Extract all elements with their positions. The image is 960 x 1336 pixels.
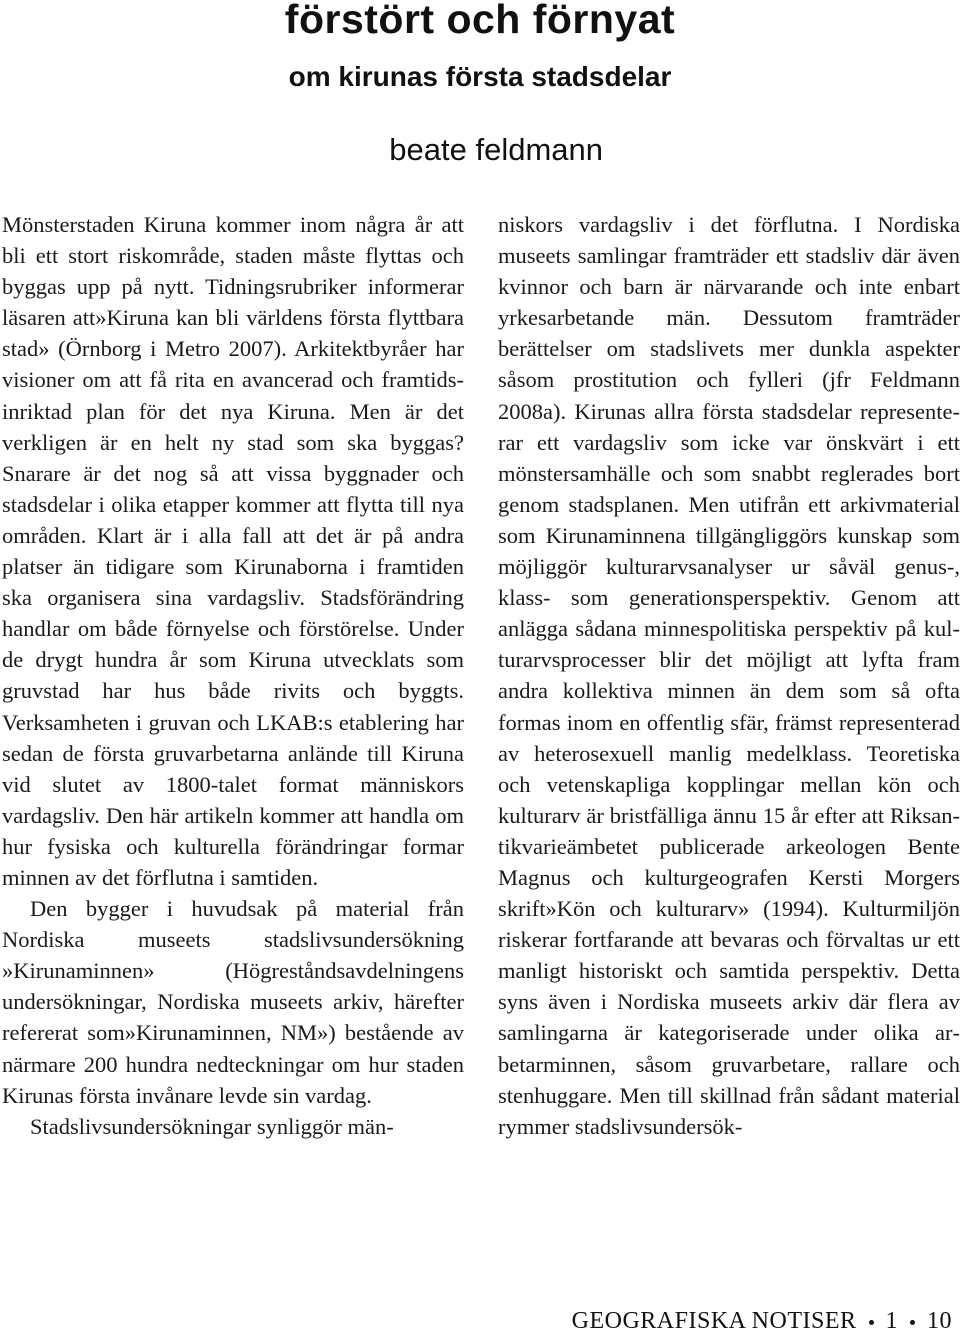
page-number: 10 (927, 1308, 952, 1334)
separator-dot (910, 1320, 915, 1325)
article-title: förstört och förnyat (284, 0, 676, 42)
left-paragraph-2: Den bygger i huvudsak på material från Nordiska museets stadslivsundersökning »Kirunaminnen» (Högreståndsavdelningens undersökningar, Nordiska museets arkiv, härefter refererat som»Kirunaminnen, NM») bestående av närmare 200 hundra nedteckningar om hur staden Kirunas första invånare levde sin vardag. (2, 896, 464, 1108)
left-paragraph-3: Stadslivsundersökningar synliggör män- (30, 1113, 394, 1139)
issue-number: 1 (885, 1308, 898, 1334)
article-subtitle: om kirunas första stadsdelar (288, 61, 672, 92)
right-column (498, 209, 960, 1142)
left-column (2, 209, 464, 1142)
left-paragraph-1: Mönsterstaden Kiruna kommer inom några år att bli ett stort riskområde, staden måste flyttas och byggas upp på nytt. Tidningsrubriker informerar läsaren att»Kiruna kan bli världens första flyttbara stad» (Örnborg i Metro 2007). Arkitektbyråer har visioner om att få rita en avancerad och framtidsinriktad plan för det nya Kiruna. Men är det verkligen är en helt ny stad som ska byggas? Snarare är det nog så att vissa byggnader och stadsdelar i olika etapper kommer att flytta till nya områden. Klart är i alla fall att det är på andra platser än tidigare som Kirunaborna i framtiden ska organisera sina vardagsliv. Stadsförändring handlar om både förnyelse och förstörelse. Under de drygt hundra år som Kiruna utvecklats som gruvstad har hus både rivits och byggts. Verksamheten i gruvan och LKAB:s etablering har sedan de första gruvarbetarna anlände till Kiruna vid slutet av 1800-talet format människors vardagsliv. Den här artikeln kommer att handla om hur fysiska och kulturella förändringar formar minnen av det förflutna i samtiden. (2, 212, 464, 890)
journal-name: GEOGRAFISKA NOTISER (571, 1308, 857, 1334)
page-footer (572, 1306, 952, 1336)
separator-dot (869, 1320, 874, 1325)
right-paragraph-1: niskors vardagsliv i det förflutna. I Nordiska museets samlingar framträder ett stadsliv där även kvinnor och barn är närvarande och inte enbart yrkesarbetande män. Dessutom framträder berättelser om stadslivets mer dunkla aspekter såsom prostitution och fylleri (jfr Feldmann 2008a). Kirunas allra första stadsdelar representerar ett vardagsliv som icke var önskvärt i ett mönstersamhälle och som snabbt reglerades bort genom stadsplanen. Men utifrån ett arkivmaterial som Kirunaminnena tillgängliggörs kunskap som möjliggör kulturarvsanalyser ur såväl genus-, klass- som generationsperspektiv. Genom att anlägga sådana minnespolitiska perspektiv på kulturarvsprocesser blir det möjligt att lyfta fram andra kollektiva minnen än dem som så ofta formas inom en offentlig sfär, främst representerad av heterosexuell manlig medelklass. Teoretiska och vetenskapliga kopplingar mellan kön och kulturarv är bristfälliga ännu 15 år efter att Riksantikvarieämbetet publicerade arkeologen Bente Magnus och kulturgeografen Kersti Morgers skrift»Kön och kulturarv» (1994). Kulturmiljön riskerar fortfarande att bevaras och förvaltas ur ett manligt historiskt och samtida perspektiv. Detta syns även i Nordiska museets arkiv där flera av samlingarna är kategoriserade under olika arbetarminnen, såsom gruvarbetare, rallare och stenhuggare. Men till skillnad från sådant material rymmer stadslivsundersök- (498, 212, 960, 1139)
article-author: beate feldmann (389, 132, 603, 167)
